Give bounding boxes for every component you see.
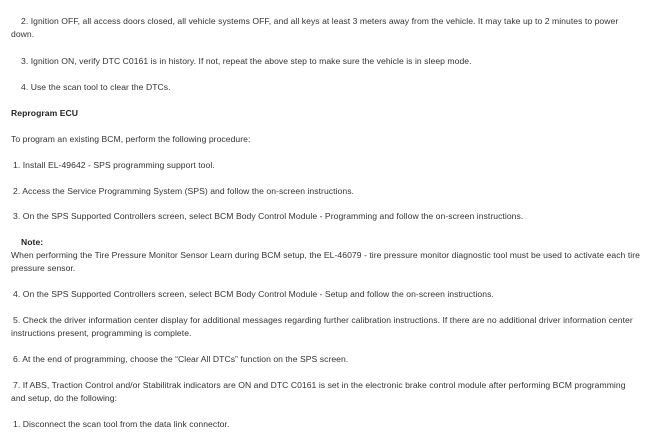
procedure-step-4: 4. On the SPS Supported Controllers screen, select BCM Body Control Module - Setup and follow the on-screen instructions. <box>13 289 494 299</box>
substep-1: 1. Disconnect the scan tool from the data link connector. <box>13 419 230 429</box>
procedure-step-3: 3. On the SPS Supported Controllers screen, select BCM Body Control Module - Programming and follow the on-screen instructions. <box>13 211 524 221</box>
step-ignition-off: 2. Ignition OFF, all access doors closed, all vehicle systems OFF, and all keys at least 3 meters away from the vehicle. It may take up to 2 minutes to power down. <box>11 16 619 39</box>
section-heading: Reprogram ECU <box>11 108 79 118</box>
note-text: When performing the Tire Pressure Monitor Sensor Learn during BCM setup, the EL-46079 - tire pressure monitor diagnostic tool must be used to activate each tire pressure sensor. <box>11 250 640 273</box>
step-ignition-on: 3. Ignition ON, verify DTC C0161 is in history. If not, repeat the above step to make sure the vehicle is in sleep mode. <box>21 56 472 66</box>
procedure-step-2: 2. Access the Service Programming System (SPS) and follow the on-screen instructions. <box>13 186 354 196</box>
procedure-step-7: 7. If ABS, Traction Control and/or Stabilitrak indicators are ON and DTC C0161 is set in the electronic brake control module after performing BCM programming and setup, do the following: <box>11 380 626 403</box>
section-intro: To program an existing BCM, perform the following procedure: <box>11 134 251 144</box>
procedure-step-1: 1. Install EL-49642 - SPS programming support tool. <box>13 160 215 170</box>
note-label: Note: <box>21 237 44 247</box>
procedure-step-6: 6. At the end of programming, choose the “Clear All DTCs” function on the SPS screen. <box>13 354 349 364</box>
procedure-step-5: 5. Check the driver information center display for additional messages regarding further calibration instructions. If there are no additional driver information center instructions present, programming is complete. <box>11 315 633 338</box>
step-clear-dtcs: 4. Use the scan tool to clear the DTCs. <box>21 82 171 92</box>
